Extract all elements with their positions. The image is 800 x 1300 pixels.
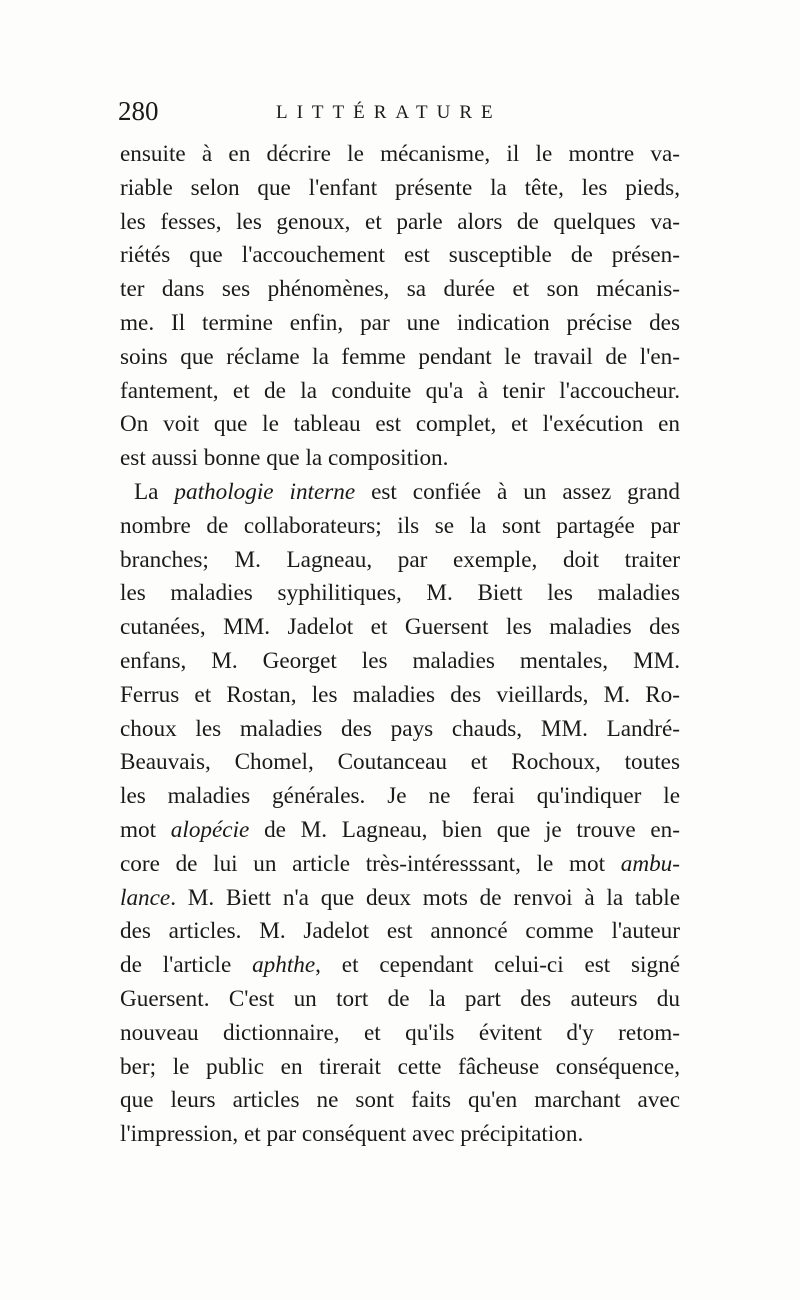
line-text: core de lui un article très-intéresssant, le mot [120, 850, 621, 877]
text-line: les fesses, les genoux, et parle alors de quelques va- [120, 208, 680, 235]
text-line: ter dans ses phénomènes, sa durée et son mécanis- [120, 276, 680, 303]
text-line: Ferrus et Rostan, les maladies des vieillards, M. Ro- [120, 681, 680, 708]
italic-term: aphthe [252, 952, 316, 979]
page-number: 280 [118, 96, 159, 126]
italic-term: pathologie interne [174, 478, 356, 505]
text-line: soins que réclame la femme pendant le travail de l'en- [120, 343, 680, 370]
page-header [118, 96, 678, 136]
text-line: l'impression, et par conséquent avec précipitation. [120, 1121, 584, 1148]
line-text: de M. Lagneau, bien que je trouve en- [249, 816, 680, 843]
text-line: que leurs articles ne sont faits qu'en marchant avec [120, 1087, 680, 1114]
text-line: fantement, et de la conduite qu'a à tenir l'accoucheur. [120, 377, 680, 404]
text-line [120, 476, 680, 510]
text-line: nombre de collaborateurs; ils se la sont partagée par [120, 512, 680, 539]
line-text: est confiée à un assez grand [355, 478, 680, 505]
text-line [120, 882, 680, 916]
text-line: cutanées, MM. Jadelot et Guersent les maladies des [120, 614, 680, 641]
text-line: des articles. M. Jadelot est annoncé comme l'auteur [120, 918, 680, 945]
text-line: choux les maladies des pays chauds, MM. Landré- [120, 715, 680, 742]
text-line: Guersent. C'est un tort de la part des auteurs du [120, 985, 680, 1012]
italic-term: alopécie [170, 816, 250, 843]
text-line: enfans, M. Georget les maladies mentales, MM. [120, 647, 680, 674]
text-line: me. Il termine enfin, par une indication précise des [120, 309, 680, 336]
text-line [120, 814, 680, 848]
text-line [120, 848, 680, 882]
paragraph-1 [120, 138, 680, 476]
text-line: est aussi bonne que la composition. [120, 445, 449, 472]
text-line: les maladies syphilitiques, M. Biett les maladies [120, 580, 680, 607]
line-text: . M. Biett n'a que deux mots de renvoi à la table [170, 884, 680, 911]
italic-term: lance [120, 884, 171, 911]
text-line: les maladies générales. Je ne ferai qu'indiquer le [120, 783, 680, 810]
text-line: On voit que le tableau est complet, et l'exécution en [120, 411, 680, 438]
text-line: riétés que l'accouchement est susceptible de présen- [120, 242, 680, 269]
text-line: branches; M. Lagneau, par exemple, doit traiter [120, 546, 680, 573]
paragraph-2 [120, 476, 680, 1152]
line-text: La [134, 478, 175, 505]
line-text: , et cependant celui-ci est signé [315, 952, 680, 979]
text-line: riable selon que l'enfant présente la tête, les pieds, [120, 174, 680, 201]
running-head: LITTÉRATURE [276, 102, 502, 123]
line-text: de l'article [120, 952, 253, 979]
text-line: ber; le public en tirerait cette fâcheuse conséquence, [120, 1053, 680, 1080]
text-line: ensuite à en décrire le mécanisme, il le montre va- [120, 141, 680, 167]
text-line: Beauvais, Chomel, Coutanceau et Rochoux, toutes [120, 749, 680, 776]
text-line: nouveau dictionnaire, et qu'ils évitent d'y retom- [120, 1019, 680, 1046]
body-text [120, 138, 680, 1152]
text-line [120, 949, 680, 983]
italic-term: ambu- [620, 850, 680, 877]
line-text: mot [120, 816, 171, 843]
